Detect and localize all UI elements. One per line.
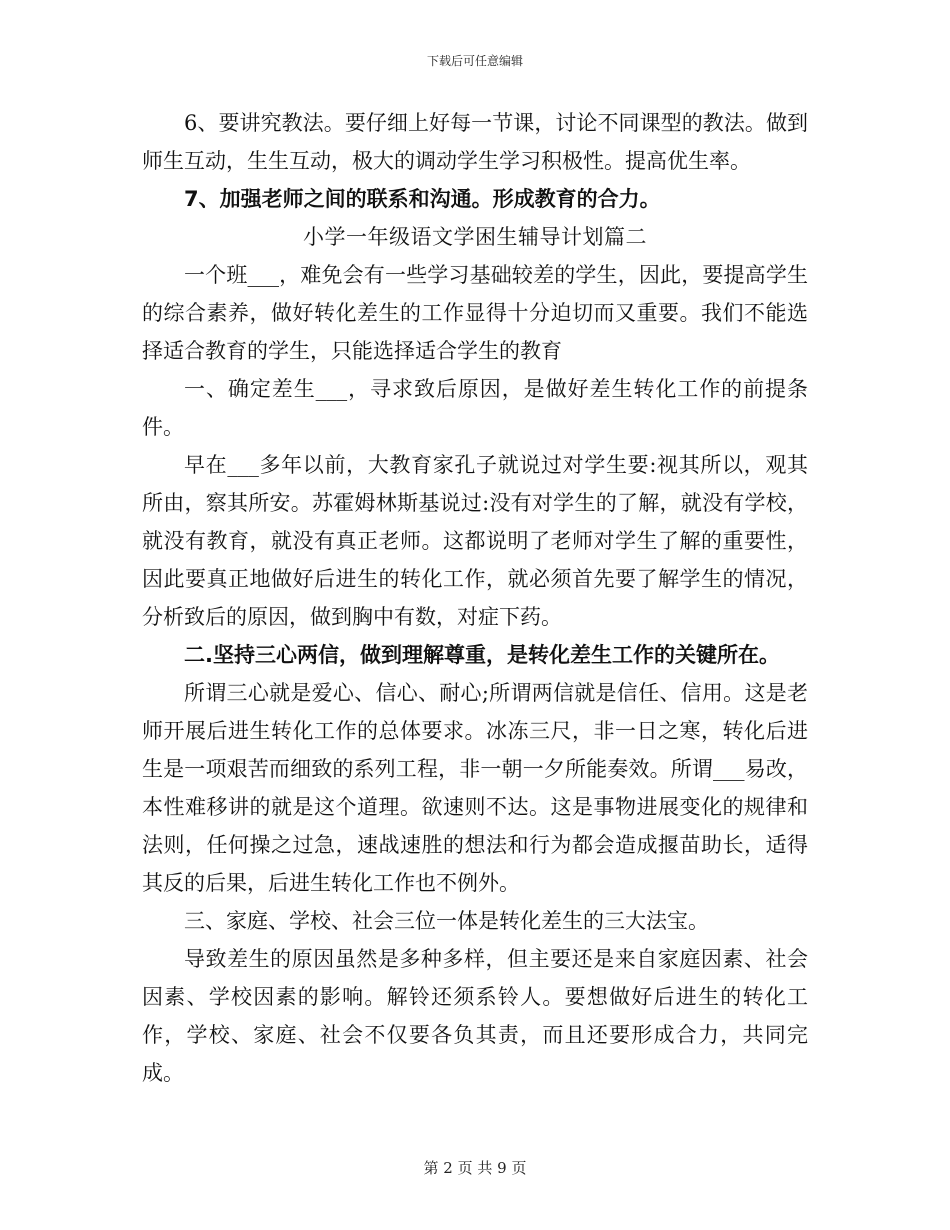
page-header: 下载后可任意编辑: [426, 54, 523, 68]
page-number-footer: 第 2 页 共 9 页: [423, 1159, 527, 1177]
paragraph-point-1-detail: 早在___多年以前，大教育家孔子就说过对学生要:视其所以，观其所由，察其所安。苏霍姆林斯基说过:没有对学生的了解，就没有学校，就没有教育，就没有真正老师。这都说明了老师对学生了解的重要性，因此要真正地做好后进生的转化工作，就必须首先要了解学生的情况，分析致后的原因，做到胸中有数，对症下药。: [142, 453, 808, 629]
paragraph-intro: 一个班___，难免会有一些学习基础较差的学生，因此，要提高学生的综合素养，做好转化差生的工作显得十分迫切而又重要。我们不能选择适合教育的学生，只能选择适合学生的教育: [142, 263, 808, 363]
paragraph-item-7: 7、加强老师之间的联系和沟通。形成教育的合力。: [184, 187, 661, 211]
document-body: [142, 104, 808, 1092]
paragraph-point-1: 一、确定差生___，寻求致后原因，是做好差生转化工作的前提条件。: [142, 377, 808, 439]
section-title: 小学一年级语文学困生辅导计划篇二: [303, 225, 647, 249]
paragraph-point-3-detail: 导致差生的原因虽然是多种多样，但主要还是来自家庭因素、社会因素、学校因素的影响。解铃还须系铃人。要想做好后进生的转化工作，学校、家庭、社会不仅要各负其责，而且还要形成合力，共同完成。: [142, 947, 808, 1085]
paragraph-item-6: 6、要讲究教法。要仔细上好每一节课，讨论不同课型的教法。做到师生互动，生生互动，极大的调动学生学习积极性。提高优生率。: [142, 111, 808, 173]
paragraph-point-2-detail: 所谓三心就是爱心、信心、耐心;所谓两信就是信任、信用。这是老师开展后进生转化工作的总体要求。冰冻三尺，非一日之寒，转化后进生是一项艰苦而细致的系列工程，非一朝一夕所能奏效。所谓___易改，本性难移讲的就是这个道理。欲速则不达。这是事物进展变化的规律和法则，任何操之过急，速战速胜的想法和行为都会造成揠苗助长，适得其反的后果，后进生转化工作也不例外。: [142, 681, 808, 895]
paragraph-point-2: 二.坚持三心两信，做到理解尊重，是转化差生工作的关键所在。: [184, 643, 780, 667]
paragraph-point-3: 三、家庭、学校、社会三位一体是转化差生的三大法宝。: [184, 909, 709, 933]
